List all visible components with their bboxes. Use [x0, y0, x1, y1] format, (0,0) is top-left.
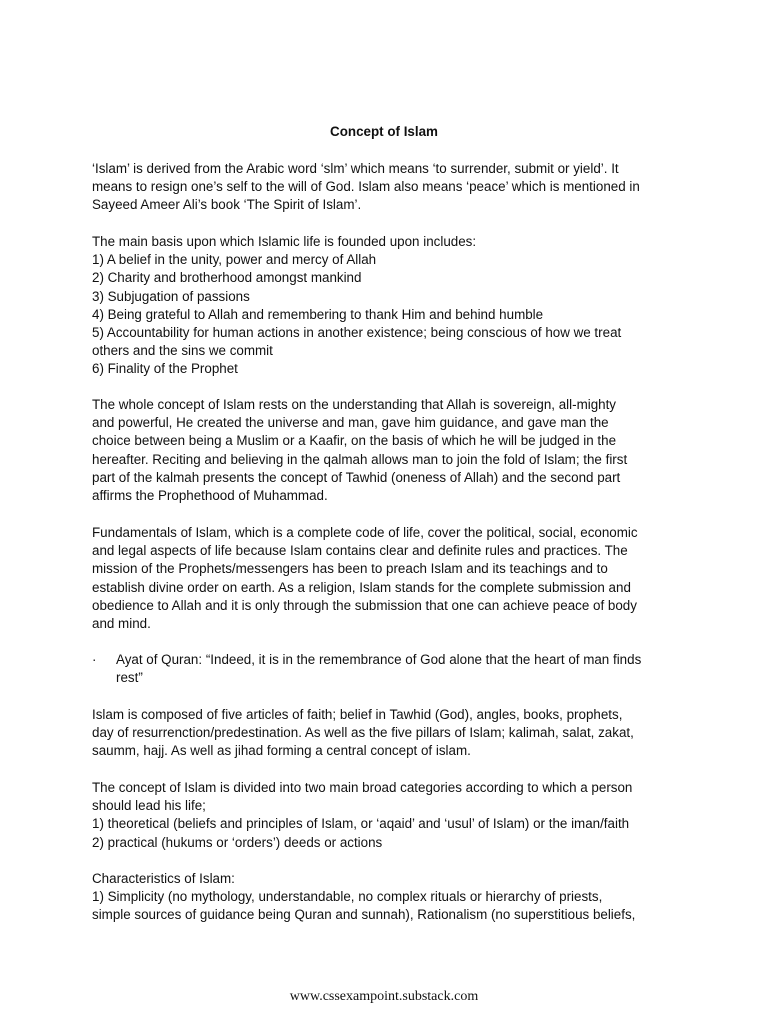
- text-line: rest”: [116, 670, 143, 686]
- basis-list: [92, 233, 692, 379]
- list-item: 1) Simplicity (no mythology, understandable, no complex rituals or hierarchy of priests,: [92, 889, 603, 905]
- text-line: means to resign one’s self to the will of God. Islam also means ‘peace’ which is mentioned in: [92, 179, 640, 195]
- text-line: ‘Islam’ is derived from the Arabic word ‘slm’ which means ‘to surrender, submit or yield’. It: [92, 161, 619, 176]
- text-line: mission of the Prophets/messengers has been to preach Islam and its teachings and to: [92, 561, 608, 577]
- text-line: simple sources of guidance being Quran and sunnah), Rationalism (no superstitious beliefs,: [92, 907, 636, 923]
- text-line: and powerful, He created the universe and man, gave him guidance, and gave man the: [92, 415, 609, 431]
- text-line: affirms the Prophethood of Muhammad.: [92, 487, 328, 503]
- text-line: The whole concept of Islam rests on the understanding that Allah is sovereign, all-mighty: [92, 397, 617, 412]
- list-item: 5) Accountability for human actions in another existence; being conscious of how we treat: [92, 324, 622, 340]
- list-item: 1) A belief in the unity, power and mercy of Allah: [92, 252, 377, 268]
- text-line: day of resurrenction/predestination. As well as the five pillars of Islam; kalimah, salat, zakat,: [92, 725, 634, 741]
- footer-url: www.cssexampoint.substack.com: [289, 989, 479, 1004]
- list-item: 1) theoretical (beliefs and principles of Islam, or ‘aqaid’ and ‘usul’ of Islam) or the iman/faith: [92, 816, 630, 832]
- text-line: The concept of Islam is divided into two main broad categories according to which a person: [92, 780, 633, 795]
- text-line: and legal aspects of life because Islam contains clear and definite rules and practices. The: [92, 543, 628, 559]
- text-line: should lead his life;: [92, 798, 206, 814]
- text-line: Sayeed Ameer Ali’s book ‘The Spirit of Islam’.: [92, 197, 362, 213]
- articles-paragraph: [92, 706, 692, 761]
- concept-paragraph: [92, 396, 692, 505]
- page-title: Concept of Islam: [330, 124, 438, 139]
- text-line: part of the kalmah presents the concept of Tawhid (oneness of Allah) and the second part: [92, 469, 621, 485]
- list-item: 6) Finality of the Prophet: [92, 361, 238, 377]
- text-line: The main basis upon which Islamic life is founded upon includes:: [92, 234, 477, 249]
- text-line: establish divine order on earth. As a religion, Islam stands for the complete submission and: [92, 579, 631, 595]
- list-item: 2) Charity and brotherhood amongst mankind: [92, 270, 362, 286]
- text-line: hereafter. Reciting and believing in the qalmah allows man to join the fold of Islam; the first: [92, 451, 628, 467]
- list-item: 2) practical (hukums or ‘orders’) deeds or actions: [92, 834, 383, 850]
- text-line: Islam is composed of five articles of faith; belief in Tawhid (God), angles, books, prophets,: [92, 707, 623, 722]
- bullet-dot: ·: [92, 652, 97, 667]
- text-line: Characteristics of Islam:: [92, 871, 235, 886]
- text-line: obedience to Allah and it is only through the submission that one can achieve peace of body: [92, 597, 637, 613]
- intro-paragraph: [92, 160, 692, 215]
- text-line: choice between being a Muslim or a Kaafir, on the basis of which he will be judged in the: [92, 433, 617, 449]
- text-line: others and the sins we commit: [92, 343, 273, 359]
- bullet-text: [116, 651, 641, 687]
- text-line: Ayat of Quran: “Indeed, it is in the remembrance of God alone that the heart of man finds: [116, 652, 642, 667]
- text-line: saumm, hajj. As well as jihad forming a central concept of islam.: [92, 743, 471, 759]
- list-item: 4) Being grateful to Allah and remembering to thank Him and behind humble: [92, 306, 544, 322]
- characteristics-paragraph: [92, 870, 692, 925]
- quran-bullet: [92, 651, 692, 689]
- fundamentals-paragraph: [92, 524, 692, 633]
- text-line: Fundamentals of Islam, which is a complete code of life, cover the political, social, economic: [92, 525, 638, 540]
- list-item: 3) Subjugation of passions: [92, 288, 250, 304]
- text-line: and mind.: [92, 615, 151, 631]
- categories-paragraph: [92, 779, 692, 852]
